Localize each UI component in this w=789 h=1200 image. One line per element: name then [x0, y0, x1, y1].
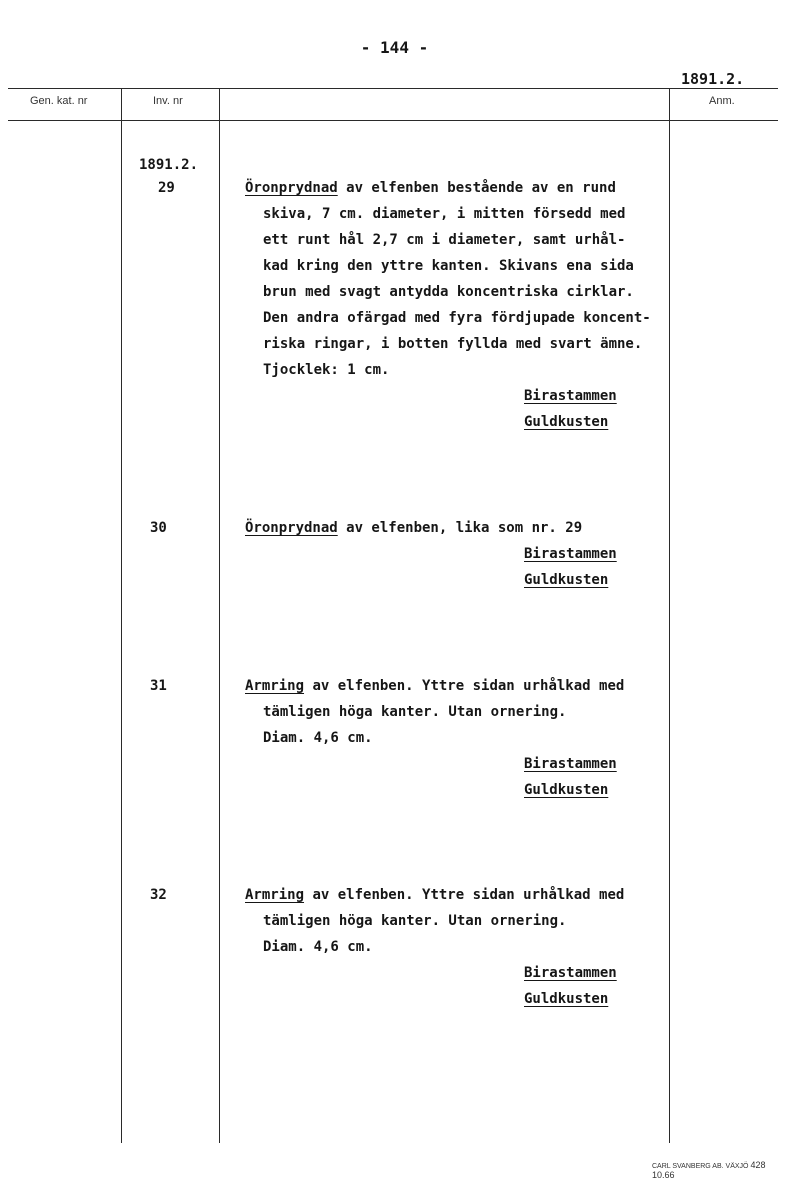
- column-header-inv-nr: Inv. nr: [153, 95, 183, 107]
- inventory-group-label: 1891.2.: [139, 157, 199, 173]
- inventory-number: 32: [150, 887, 167, 903]
- people-label: Birastammen: [524, 388, 617, 404]
- object-term: Armring: [245, 887, 305, 903]
- description-line: skiva, 7 cm. diameter, i mitten försedd med: [263, 206, 626, 222]
- inventory-number: 31: [150, 678, 167, 694]
- printer-imprint: [652, 1160, 789, 1180]
- description-line: Diam. 4,6 cm.: [263, 939, 373, 955]
- description-line: riska ringar, i botten fyllda med svart ämne.: [263, 336, 643, 352]
- region-label: Guldkusten: [524, 572, 609, 588]
- description-line: tämligen höga kanter. Utan ornering.: [263, 913, 567, 929]
- description-line: tämligen höga kanter. Utan ornering.: [263, 704, 567, 720]
- printer-name: CARL SVANBERG AB. VÄXJÖ: [652, 1163, 749, 1170]
- archive-reference: 1891.2.: [681, 70, 745, 88]
- column-divider-1: [121, 88, 122, 1143]
- column-divider-2: [219, 88, 220, 1143]
- description-line: av elfenben. Yttre sidan urhålkad med: [304, 887, 625, 903]
- people-label: Birastammen: [524, 965, 617, 981]
- description-line: kad kring den yttre kanten. Skivans ena sida: [263, 258, 634, 274]
- object-term: Öronprydnad: [245, 180, 338, 196]
- inventory-number: 29: [158, 180, 175, 196]
- description-line: ett runt hål 2,7 cm i diameter, samt urhål-: [263, 232, 626, 248]
- header-bottom-rule: [8, 120, 778, 121]
- description-line: av elfenben, lika som nr. 29: [337, 520, 583, 536]
- inventory-number: 30: [150, 520, 167, 536]
- form-code: 428 10.66: [652, 1160, 766, 1180]
- object-term: Öronprydnad: [245, 520, 338, 536]
- region-label: Guldkusten: [524, 991, 609, 1007]
- column-divider-3: [669, 88, 670, 1143]
- object-term: Armring: [245, 678, 305, 694]
- people-label: Birastammen: [524, 546, 617, 562]
- region-label: Guldkusten: [524, 414, 609, 430]
- description-line: Den andra ofärgad med fyra fördjupade koncent-: [263, 310, 651, 326]
- page-number: - 144 -: [360, 38, 429, 57]
- description-line: av elfenben bestående av en rund: [337, 180, 616, 196]
- region-label: Guldkusten: [524, 782, 609, 798]
- description-line: av elfenben. Yttre sidan urhålkad med: [304, 678, 625, 694]
- people-label: Birastammen: [524, 756, 617, 772]
- description-line: Diam. 4,6 cm.: [263, 730, 373, 746]
- description-line: Tjocklek: 1 cm.: [263, 362, 390, 378]
- description-line: brun med svagt antydda koncentriska cirklar.: [263, 284, 634, 300]
- header-top-rule: [8, 88, 778, 89]
- column-header-gen-kat-nr: Gen. kat. nr: [30, 95, 88, 107]
- column-header-anm: Anm.: [709, 95, 735, 107]
